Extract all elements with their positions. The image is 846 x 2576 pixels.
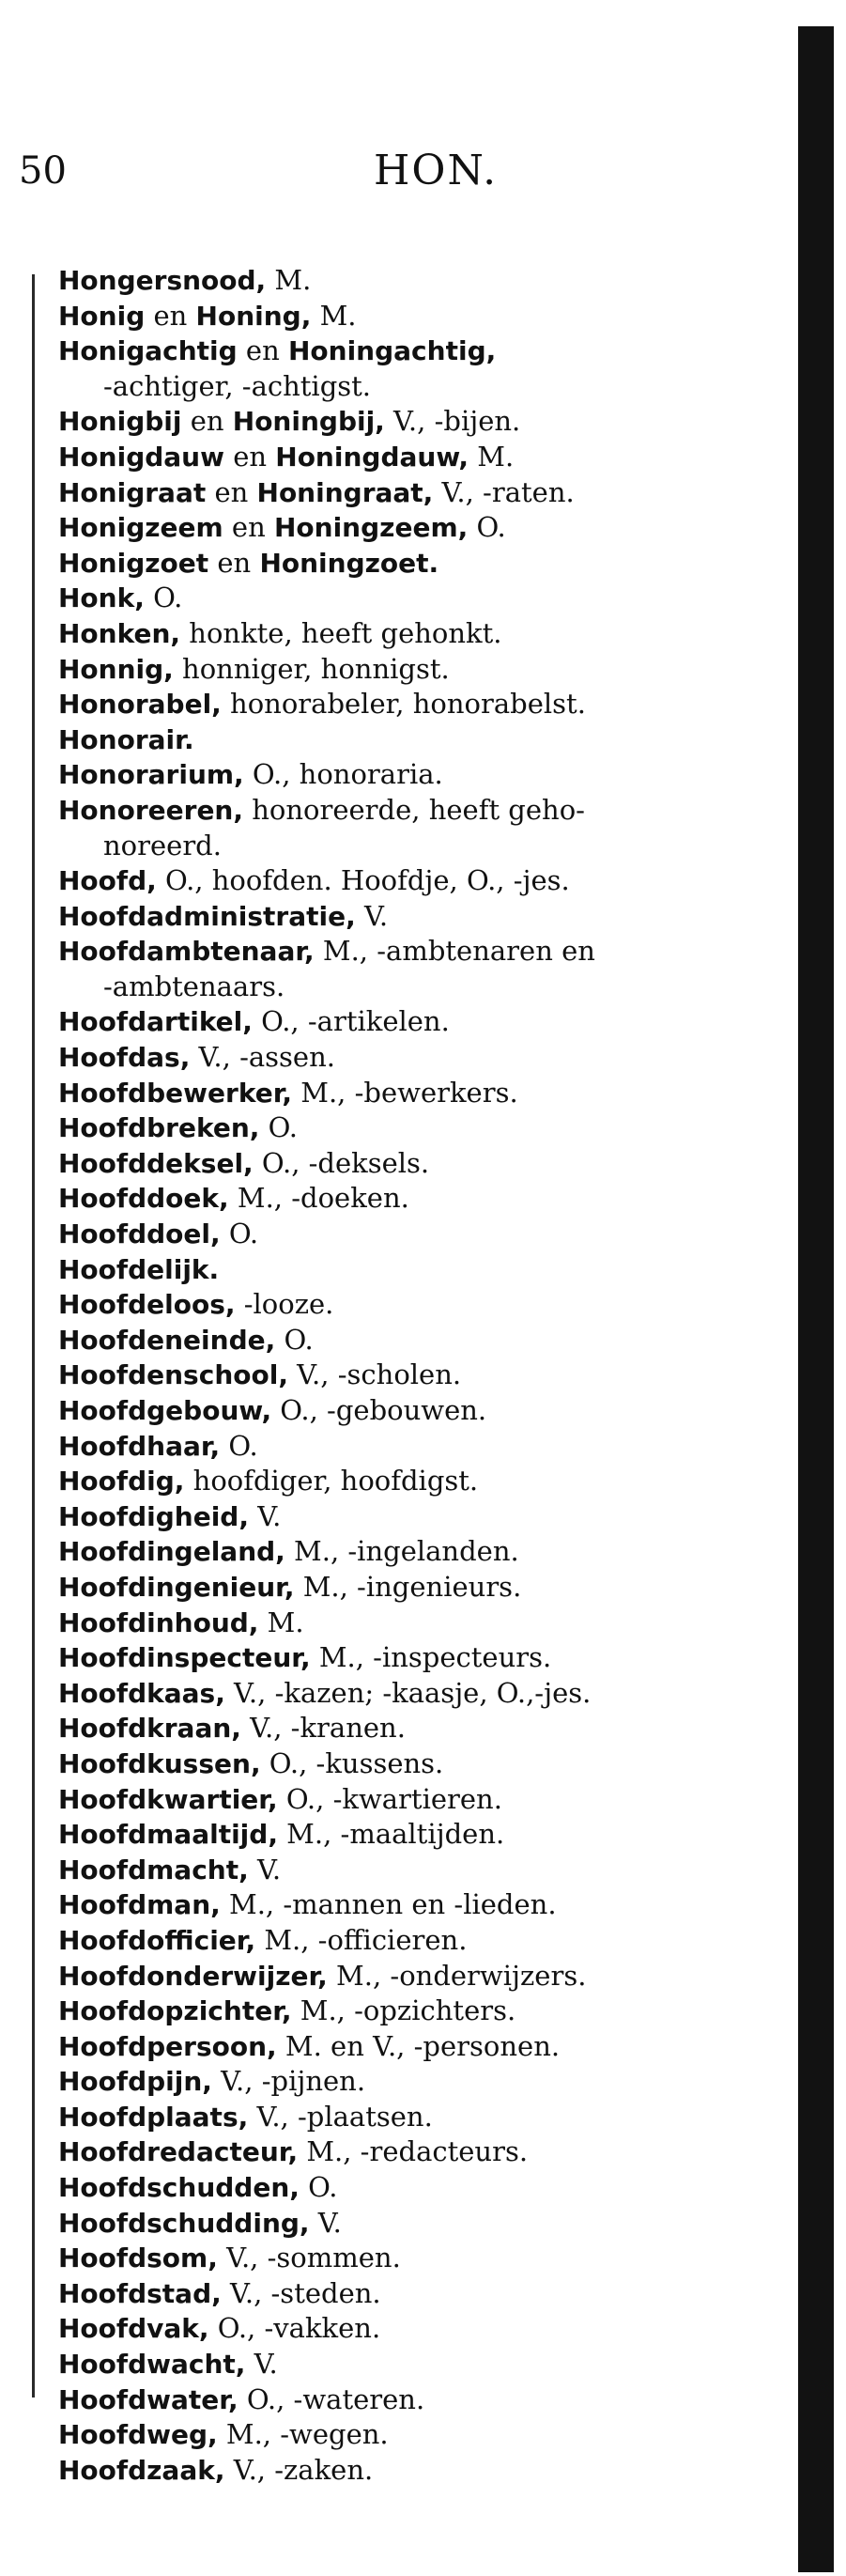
dictionary-entry bbox=[58, 1429, 744, 1465]
entry-headword: Hoofdingenieur, bbox=[58, 1571, 295, 1603]
entry-headword-variant: Honingzoet. bbox=[259, 547, 439, 579]
left-margin-rule bbox=[32, 274, 35, 2398]
dictionary-entry bbox=[58, 1746, 744, 1782]
entry-text: honniger, honnigst. bbox=[173, 652, 450, 685]
entry-text: en bbox=[206, 475, 257, 508]
entry-headword-variant: Honing, bbox=[195, 300, 312, 332]
dictionary-entry bbox=[58, 652, 744, 688]
entry-text: M., -maaltijden. bbox=[277, 1818, 505, 1851]
dictionary-entry bbox=[58, 863, 744, 899]
dictionary-entry bbox=[58, 1959, 744, 1994]
entry-headword: Hoofdig, bbox=[58, 1466, 185, 1497]
entry-text: V., -kranen. bbox=[240, 1712, 406, 1745]
entry-headword: Hoofdbewerker, bbox=[58, 1077, 293, 1109]
dictionary-entry bbox=[58, 1711, 744, 1746]
entry-text: M. bbox=[258, 1606, 304, 1638]
entry-headword-variant: Honingachtig, bbox=[287, 335, 497, 367]
entry-headword: Honorair. bbox=[58, 723, 194, 755]
entry-text: honkte, heeft gehonkt. bbox=[180, 616, 502, 649]
entry-headword: Honk, bbox=[58, 582, 145, 614]
dictionary-entry bbox=[58, 2347, 744, 2382]
entry-text: O., -vakken. bbox=[208, 2312, 381, 2345]
entry-headword: Honigachtig bbox=[58, 335, 238, 367]
entry-text: M., -ingenieurs. bbox=[294, 1570, 522, 1603]
entry-text: V., -scholen. bbox=[287, 1358, 462, 1391]
entry-headword: Hoofdhaar, bbox=[58, 1430, 221, 1462]
entry-text: hoofdiger, hoofdigst. bbox=[184, 1465, 479, 1497]
dictionary-entry bbox=[58, 1323, 744, 1358]
entry-headword: Hoofdwater, bbox=[58, 2383, 238, 2415]
entry-text: M. en V., -personen. bbox=[276, 2029, 561, 2062]
dictionary-entry bbox=[58, 1570, 744, 1606]
entry-text: O. bbox=[259, 1111, 298, 1144]
entry-text: O. bbox=[275, 1323, 314, 1356]
dictionary-entry bbox=[58, 546, 744, 582]
dictionary-entry bbox=[58, 1534, 744, 1570]
dictionary-entry bbox=[58, 299, 744, 334]
entry-text: -looze. bbox=[235, 1288, 334, 1321]
entry-text: M., -doeken. bbox=[228, 1182, 409, 1215]
dictionary-entry bbox=[58, 2170, 744, 2206]
entry-headword: Hoofdmacht, bbox=[58, 1854, 249, 1885]
entry-text: M., -opzichters. bbox=[291, 1994, 516, 2027]
entry-text: V., -raten. bbox=[433, 475, 575, 508]
entry-headword: Hoofdigheid, bbox=[58, 1500, 249, 1532]
entry-headword: Hoofdplaats, bbox=[58, 2101, 249, 2133]
entry-headword: Hoofdkwartier, bbox=[58, 1783, 278, 1815]
entry-text: V., -steden. bbox=[221, 2276, 381, 2309]
dictionary-entry bbox=[58, 722, 744, 758]
entry-text: M., -onderwijzers. bbox=[327, 1959, 587, 1992]
entry-text: M. bbox=[311, 299, 357, 332]
dictionary-entry bbox=[58, 1393, 744, 1429]
entry-headword: Hoofddeksel, bbox=[58, 1147, 254, 1179]
dictionary-entry bbox=[58, 1076, 744, 1111]
dictionary-entry bbox=[58, 263, 744, 299]
entry-headword: Hoofdredacteur, bbox=[58, 2136, 299, 2168]
entry-headword: Hoofdelijk. bbox=[58, 1253, 220, 1285]
entry-headword: Hoofdkaas, bbox=[58, 1677, 225, 1709]
dictionary-entry bbox=[58, 1640, 744, 1676]
dictionary-entry bbox=[58, 1252, 744, 1288]
entry-headword: Hoofdkussen, bbox=[58, 1747, 261, 1779]
entry-headword: Honigzoet bbox=[58, 547, 209, 579]
entry-text: V. bbox=[355, 899, 389, 932]
entry-text: O., -gebouwen. bbox=[271, 1394, 487, 1426]
dictionary-entry bbox=[58, 1676, 744, 1712]
entry-text: O., honoraria. bbox=[243, 758, 443, 791]
running-head: HON. bbox=[374, 147, 499, 194]
dictionary-entry bbox=[58, 1994, 744, 2029]
entry-continuation: -achtiger, -achtigst. bbox=[103, 369, 372, 402]
dictionary-entry bbox=[58, 2453, 744, 2489]
entry-text: M. bbox=[266, 264, 312, 296]
dictionary-entry bbox=[58, 1004, 744, 1040]
entry-headword: Hoofdvak, bbox=[58, 2313, 209, 2345]
entry-text: en bbox=[145, 299, 196, 332]
dictionary-entry bbox=[58, 475, 744, 511]
entry-text: M., -redacteurs. bbox=[298, 2135, 529, 2168]
entry-text: V., -plaatsen. bbox=[248, 2100, 433, 2133]
entry-headword: Honorabel, bbox=[58, 689, 222, 721]
dictionary-entry bbox=[58, 1606, 744, 1641]
dictionary-entry bbox=[58, 404, 744, 440]
dictionary-entry bbox=[58, 2064, 744, 2100]
entry-text: en bbox=[237, 334, 288, 367]
entry-headword: Hoofdpersoon, bbox=[58, 2030, 277, 2062]
entry-text: O. bbox=[299, 2171, 338, 2204]
entry-headword: Hoofdingeland, bbox=[58, 1536, 285, 1568]
entry-headword: Hoofddoel, bbox=[58, 1218, 221, 1250]
page-edge-bar bbox=[798, 26, 834, 2572]
entry-headword: Hoofdweg, bbox=[58, 2419, 218, 2451]
entry-text: M., -wegen. bbox=[217, 2418, 389, 2451]
dictionary-entry bbox=[58, 334, 744, 404]
entry-headword: Honigbij bbox=[58, 406, 182, 438]
entry-text: O. bbox=[220, 1429, 258, 1462]
dictionary-entry bbox=[58, 510, 744, 546]
entry-text: en bbox=[208, 546, 260, 579]
dictionary-entry bbox=[58, 757, 744, 793]
dictionary-entry bbox=[58, 899, 744, 935]
entry-headword: Hoofdschudden, bbox=[58, 2172, 300, 2204]
entry-headword: Hongersnood, bbox=[58, 265, 267, 296]
entry-headword: Hoofdwacht, bbox=[58, 2349, 246, 2381]
entry-headword: Honnig, bbox=[58, 653, 174, 685]
entry-text: M., -mannen en -lieden. bbox=[220, 1888, 557, 1921]
dictionary-entry bbox=[58, 1817, 744, 1853]
dictionary-entry bbox=[58, 1499, 744, 1535]
entry-headword: Hoofdas, bbox=[58, 1042, 191, 1074]
dictionary-entry bbox=[58, 2134, 744, 2170]
entry-headword: Hoofdinspecteur, bbox=[58, 1642, 311, 1674]
dictionary-entry bbox=[58, 2311, 744, 2347]
entry-headword: Hoofdstad, bbox=[58, 2277, 222, 2309]
entry-text: M., -inspecteurs. bbox=[310, 1641, 552, 1674]
entry-headword: Honig bbox=[58, 300, 146, 332]
entry-headword: Hoofd, bbox=[58, 865, 157, 897]
dictionary-entry bbox=[58, 1782, 744, 1818]
page-number: 50 bbox=[19, 149, 67, 193]
entry-text: O., -kussens. bbox=[260, 1746, 444, 1779]
entry-text: O., -wateren. bbox=[238, 2382, 425, 2415]
entry-text: M. bbox=[469, 440, 515, 473]
entry-text: M., -officieren. bbox=[255, 1923, 468, 1956]
dictionary-entry bbox=[58, 1358, 744, 1393]
entry-headword: Hoofddoek, bbox=[58, 1183, 229, 1215]
entry-text: V. bbox=[245, 2348, 278, 2381]
entry-text: V. bbox=[248, 1499, 282, 1532]
entry-text: O., -deksels. bbox=[253, 1146, 430, 1179]
dictionary-entry bbox=[58, 2276, 744, 2312]
entry-headword: Hoofdinhoud, bbox=[58, 1606, 259, 1638]
dictionary-entry bbox=[58, 1217, 744, 1252]
entry-text: M., -ambtenaren en bbox=[314, 935, 595, 968]
dictionary-entry bbox=[58, 2417, 744, 2453]
entry-headword: Hoofdadministratie, bbox=[58, 900, 356, 932]
entry-continuation: -ambtenaars. bbox=[103, 970, 285, 1002]
entry-text: O., hoofden. Hoofdje, O., -jes. bbox=[156, 864, 570, 897]
entry-headword: Hoofdartikel, bbox=[58, 1006, 253, 1038]
dictionary-entry bbox=[58, 616, 744, 652]
entry-text: O. bbox=[468, 511, 506, 544]
entry-headword: Honoreeren, bbox=[58, 794, 243, 826]
entry-text: V. bbox=[248, 1853, 282, 1885]
dictionary-entry bbox=[58, 440, 744, 475]
entry-continuation: noreerd. bbox=[103, 829, 222, 861]
entry-text: V., -assen. bbox=[190, 1041, 335, 1074]
entry-text: O. bbox=[220, 1218, 259, 1250]
entry-headword: Honigraat bbox=[58, 476, 207, 508]
entry-headword: Hoofdschudding, bbox=[58, 2207, 310, 2239]
entry-text: V. bbox=[309, 2206, 342, 2239]
entry-headword: Hoofdofficier, bbox=[58, 1924, 256, 1956]
entry-headword-variant: Honingdauw, bbox=[275, 441, 469, 473]
entry-text: en bbox=[223, 440, 276, 473]
dictionary-entry-list bbox=[58, 263, 744, 2488]
dictionary-entry bbox=[58, 1887, 744, 1923]
entry-headword: Hoofdonderwijzer, bbox=[58, 1960, 328, 1992]
dictionary-entry bbox=[58, 1040, 744, 1076]
entry-text: honoreerde, heeft geho- bbox=[243, 793, 585, 826]
dictionary-entry bbox=[58, 2241, 744, 2276]
entry-text: V., -bijen. bbox=[384, 405, 521, 438]
entry-headword: Hoofdeloos, bbox=[58, 1289, 236, 1321]
dictionary-entry bbox=[58, 793, 744, 863]
entry-headword: Hoofdgebouw, bbox=[58, 1395, 272, 1426]
entry-text: M., -ingelanden. bbox=[285, 1535, 519, 1568]
entry-headword: Hoofdsom, bbox=[58, 2242, 218, 2274]
entry-headword: Hoofdopzichter, bbox=[58, 1995, 292, 2027]
dictionary-entry bbox=[58, 1923, 744, 1959]
entry-headword: Honigdauw bbox=[58, 441, 224, 473]
entry-text: V., -sommen. bbox=[217, 2242, 401, 2274]
dictionary-entry bbox=[58, 1146, 744, 1182]
entry-text: O. bbox=[144, 582, 183, 614]
entry-headword: Honken, bbox=[58, 617, 181, 649]
entry-headword: Hoofdambtenaar, bbox=[58, 936, 315, 968]
entry-text: en bbox=[181, 405, 233, 438]
entry-headword: Hoofdpijn, bbox=[58, 2066, 212, 2098]
dictionary-entry bbox=[58, 2206, 744, 2242]
dictionary-entry bbox=[58, 2100, 744, 2135]
dictionary-entry bbox=[58, 2382, 744, 2418]
dictionary-entry bbox=[58, 1181, 744, 1217]
dictionary-entry bbox=[58, 934, 744, 1004]
entry-headword: Hoofdman, bbox=[58, 1889, 221, 1921]
entry-headword-variant: Honingraat, bbox=[256, 476, 434, 508]
entry-headword-variant: Honingzeem, bbox=[273, 512, 469, 544]
dictionary-entry bbox=[58, 687, 744, 722]
entry-text: honorabeler, honorabelst. bbox=[221, 688, 586, 721]
entry-headword: Hoofdbreken, bbox=[58, 1112, 260, 1144]
entry-text: O., -kwartieren. bbox=[277, 1782, 502, 1815]
dictionary-entry bbox=[58, 1464, 744, 1499]
dictionary-entry bbox=[58, 2029, 744, 2065]
entry-text: O., -artikelen. bbox=[252, 1005, 450, 1038]
entry-headword: Honorarium, bbox=[58, 759, 244, 791]
dictionary-entry bbox=[58, 1110, 744, 1146]
dictionary-entry bbox=[58, 1287, 744, 1323]
entry-text: V., -zaken. bbox=[224, 2453, 374, 2486]
entry-headword-variant: Honingbij, bbox=[232, 406, 385, 438]
dictionary-entry bbox=[58, 581, 744, 616]
entry-text: en bbox=[223, 511, 274, 544]
dictionary-entry bbox=[58, 1853, 744, 1888]
entry-headword: Hoofdmaaltijd, bbox=[58, 1819, 278, 1851]
entry-headword: Hoofdenschool, bbox=[58, 1359, 288, 1391]
entry-headword: Honigzeem bbox=[58, 512, 223, 544]
entry-headword: Hoofdkraan, bbox=[58, 1713, 241, 1745]
entry-text: V., -kazen; -kaasje, O.,-jes. bbox=[224, 1676, 592, 1709]
entry-headword: Hoofdzaak, bbox=[58, 2454, 225, 2486]
entry-text: V., -pijnen. bbox=[211, 2065, 366, 2098]
entry-text: M., -bewerkers. bbox=[292, 1076, 518, 1109]
entry-headword: Hoofdeneinde, bbox=[58, 1324, 276, 1356]
